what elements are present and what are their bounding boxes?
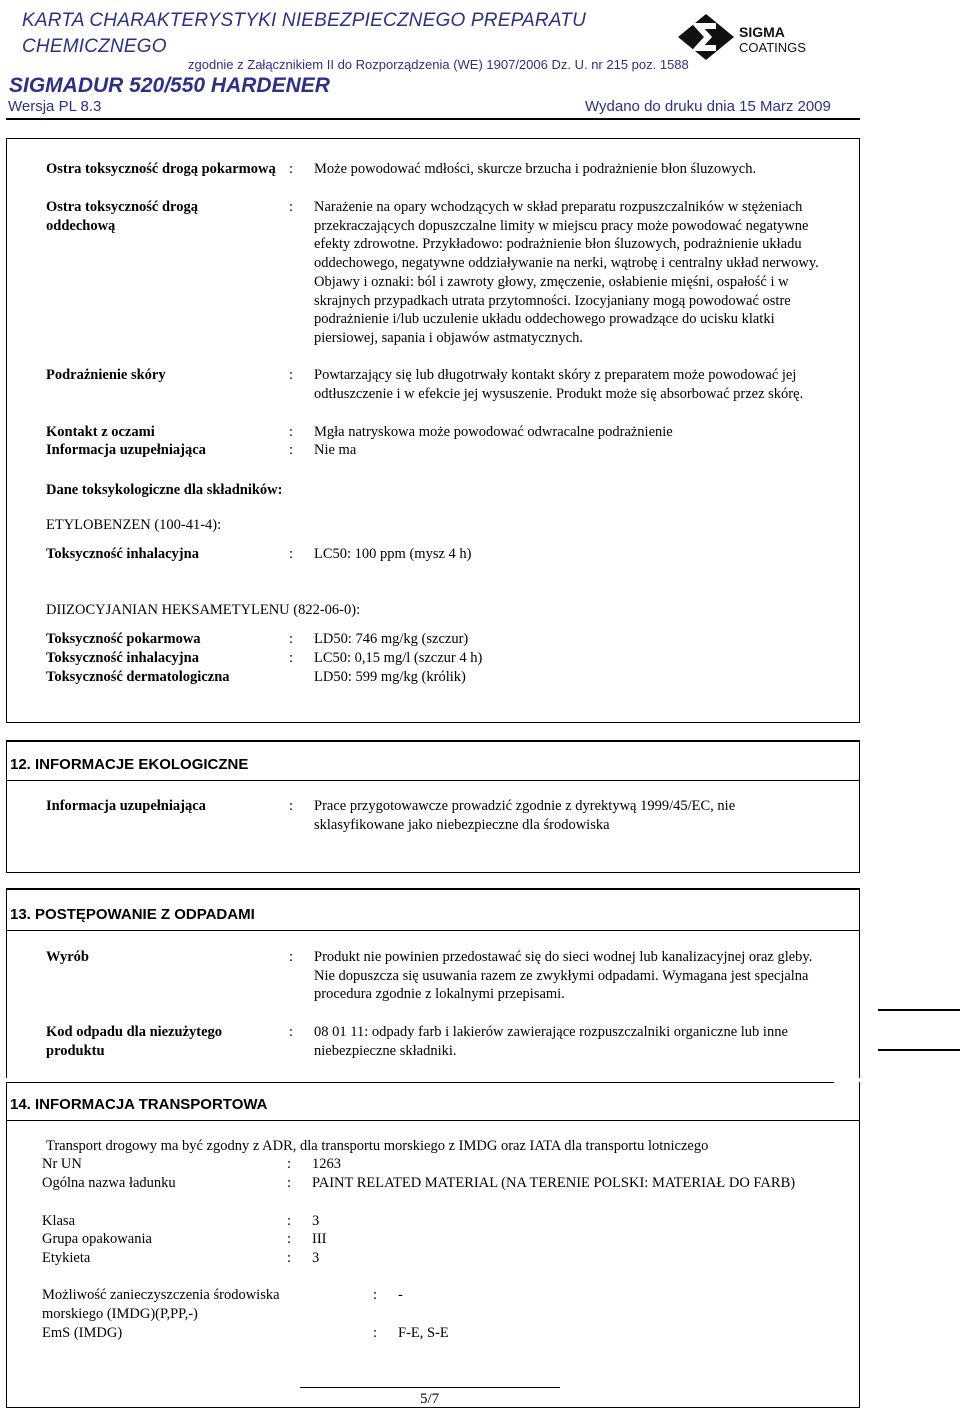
logo-text-coatings: COATINGS [739, 40, 806, 55]
comp2-label-oral: Toksyczność pokarmowa [46, 631, 201, 647]
section-13-top-rule [6, 888, 860, 890]
transport-value-un: 1263 [312, 1156, 341, 1172]
transport-value-packing: III [312, 1231, 327, 1247]
box-top [6, 138, 860, 139]
section-14-title-rule [6, 1120, 860, 1121]
tox-label-skin: Podrażnienie skóry [46, 367, 166, 383]
transport-value-class: 3 [312, 1213, 320, 1229]
regulation-reference: zgodnie z Załącznikiem II do Rozporządzenia (WE) 1907/2006 Dz. U. nr 215 poz. 1588 [188, 57, 689, 72]
eco-colon: : [289, 798, 294, 814]
tox-colon: : [289, 367, 294, 383]
tox-value-eyes: Mgła natryskowa może powodować odwracalne podrażnienie [314, 424, 673, 440]
transport-value-name: PAINT RELATED MATERIAL (NA TERENIE POLSKI: MATERIAŁ DO FARB) [312, 1175, 796, 1191]
box-bottom [6, 722, 860, 723]
margin-rule-2 [878, 1049, 960, 1051]
tox-colon: : [289, 424, 294, 440]
logo-text-sigma: SIGMA [739, 24, 785, 40]
transport-colon: : [373, 1287, 378, 1303]
transport-colon: : [373, 1325, 378, 1341]
eco-label-additional: Informacja uzupełniająca [46, 798, 206, 814]
waste-colon: : [289, 949, 294, 965]
comp2-value-inhalation: LC50: 0,15 mg/l (szczur 4 h) [314, 650, 483, 666]
transport-label-label: Etykieta [42, 1250, 91, 1266]
margin-rule-1 [878, 1009, 960, 1011]
waste-label-product: Wyrób [46, 949, 89, 965]
transport-colon: : [287, 1213, 292, 1229]
transport-label-un: Nr UN [42, 1156, 82, 1172]
product-name: SIGMADUR 520/550 HARDENER [9, 74, 330, 97]
section-14-top-rule [6, 1082, 834, 1083]
transport-value-ems: F-E, S-E [398, 1325, 449, 1341]
comp2-label-dermal: Toksyczność dermatologiczna [46, 669, 230, 685]
transport-value-marine: - [398, 1287, 403, 1303]
box-right [859, 138, 860, 723]
waste-colon: : [289, 1024, 294, 1040]
comp1-label-inhalation: Toksyczność inhalacyjna [46, 546, 199, 562]
comp2-value-oral: LD50: 746 mg/kg (szczur) [314, 631, 469, 647]
page-number: 5/7 [420, 1391, 440, 1407]
transport-label-packing: Grupa opakowania [42, 1231, 152, 1247]
transport-colon: : [287, 1156, 292, 1172]
section-13-title-rule [6, 930, 860, 931]
tox-colon: : [289, 546, 294, 562]
section-12-top-rule [6, 740, 860, 742]
transport-value-label: 3 [312, 1250, 320, 1266]
comp1-value-inhalation: LC50: 100 ppm (mysz 4 h) [314, 546, 472, 562]
tox-colon: : [289, 161, 294, 177]
section-12-left [6, 740, 7, 873]
sigma-logo-icon [676, 12, 736, 62]
transport-label-ems: EmS (IMDG) [42, 1325, 123, 1341]
header-divider [6, 118, 860, 120]
print-date: Wydano do druku dnia 15 Marz 2009 [585, 98, 831, 115]
section-14-title: 14. INFORMACJA TRANSPORTOWA [10, 1096, 268, 1113]
tox-label-eyes: Kontakt z oczami [46, 424, 155, 440]
tox-label-additional: Informacja uzupełniająca [46, 442, 206, 458]
tox-colon: : [289, 631, 294, 647]
tox-label-oral: Ostra toksyczność drogą pokarmową [46, 161, 276, 177]
tox-value-skin: Powtarzający się lub długotrwały kontakt skóry z preparatem może powodować jej odtłuszczenie i w efekcie jej wysuszenie. Produkt może się absorbować przez skórę. [314, 367, 804, 402]
component-name-ethylbenzene: ETYLOBENZEN (100-41-4): [46, 517, 222, 533]
sigma-coatings-logo [676, 12, 826, 62]
tox-value-inhalation: Narażenie na opary wchodzących w skład preparatu rozpuszczalników w stężeniach przekraczających dopuszczalne limity w miejscu pracy może powodować negatywne efekty zdrowotne. Przykładowo: podrażnienie błon śluzowych, podrażnienie układu oddechowego, negatywne oddziaływanie na nerki, wątrobę i centralny układ nerwowy. Objawy i oznaki: ból i zawroty głowy, zmęczenie, osłabienie mięśni, ospałość i w skrajnych przypadkach utrata przytomności. Izocyjaniany mogą powodować ostre podrażnienie i/lub uczulenie układu oddechowego prowadzące do ucisku klatki piersiowej, sapania i objawów astmatycznych. [314, 199, 819, 346]
eco-value-additional: Prace przygotowawcze prowadzić zgodnie z dyrektywą 1999/45/EC, nie sklasyfikowane jako niebezpieczne dla środowiska [314, 798, 736, 833]
section-12-right [859, 740, 860, 873]
transport-label-class: Klasa [42, 1213, 76, 1229]
tox-value-additional: Nie ma [314, 442, 357, 458]
comp2-value-dermal: LD50: 599 mg/kg (królik) [314, 669, 466, 685]
section-13-right [859, 888, 860, 1078]
transport-intro: Transport drogowy ma być zgodny z ADR, dla transportu morskiego z IMDG oraz IATA dla transportu lotniczego [46, 1138, 709, 1154]
tox-colon: : [289, 199, 294, 215]
component-name-hdi: DIIZOCYJANIAN HEKSAMETYLENU (822-06-0): [46, 602, 361, 618]
document-title-line1: KARTA CHARAKTERYSTYKI NIEBEZPIECZNEGO PREPARATU [22, 10, 587, 31]
tox-colon: : [289, 442, 294, 458]
transport-colon: : [287, 1231, 292, 1247]
tox-value-oral: Może powodować mdłości, skurcze brzucha i podrażnienie błon śluzowych. [314, 161, 757, 177]
section-12-title: 12. INFORMACJE EKOLOGICZNE [10, 756, 249, 773]
transport-label-marine: Możliwość zanieczyszczenia środowiska morskiego (IMDG)(P,PP,-) [42, 1287, 280, 1322]
tox-colon: : [289, 650, 294, 666]
section-12-bottom [6, 872, 860, 873]
section-13-left [6, 888, 7, 1078]
document-title-line2: CHEMICZNEGO [22, 36, 167, 57]
waste-value-code: 08 01 11: odpady farb i lakierów zawierające rozpuszczalniki organiczne lub inne niebezpieczne składniki. [314, 1024, 788, 1059]
section-12-title-rule [6, 780, 860, 781]
page-number-rule [300, 1387, 560, 1388]
section-14-right [859, 1082, 860, 1408]
box-left [6, 138, 7, 723]
waste-value-product: Produkt nie powinien przedostawać się do sieci wodnej lub kanalizacyjnej oraz gleby. Nie dopuszcza się usuwania razem ze zwykłymi odpadami. Wymagana jest specjalna procedura zgodnie z lokalnymi przepisami. [314, 949, 813, 1003]
transport-colon: : [287, 1175, 292, 1191]
section-13-title: 13. POSTĘPOWANIE Z ODPADAMI [10, 906, 255, 923]
comp2-label-inhalation: Toksyczność inhalacyjna [46, 650, 199, 666]
section-14-left [6, 1082, 7, 1408]
components-heading: Dane toksykologiczne dla składników: [46, 482, 283, 498]
transport-colon: : [287, 1250, 292, 1266]
document-version: Wersja PL 8.3 [8, 98, 102, 115]
tox-label-inhalation: Ostra toksyczność drogą oddechową [46, 199, 198, 234]
transport-label-name: Ogólna nazwa ładunku [42, 1175, 176, 1191]
waste-label-code: Kod odpadu dla niezużytego produktu [46, 1024, 223, 1059]
